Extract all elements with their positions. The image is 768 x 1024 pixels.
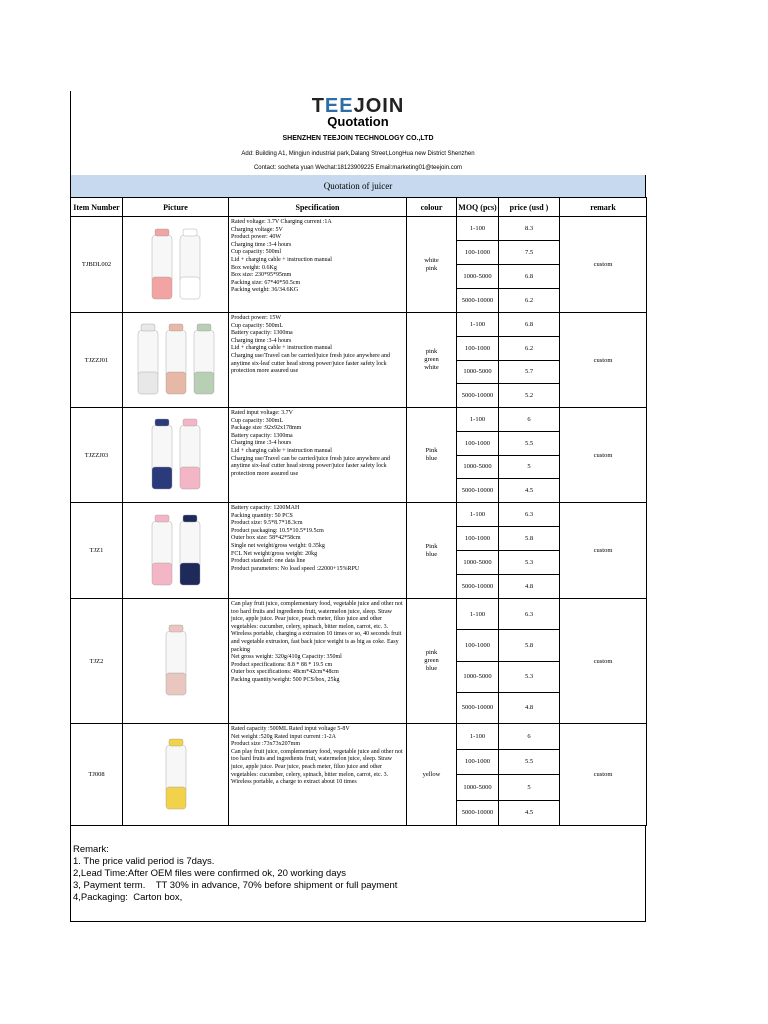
product-remark: custom (560, 408, 647, 503)
col-header-colour: colour (407, 198, 457, 217)
blender-cup (138, 330, 158, 378)
table-row (71, 408, 647, 432)
price-tier: 6.2 (499, 289, 560, 313)
price-tier: 5 (499, 455, 560, 479)
moq-tier: 5000-10000 (457, 289, 499, 313)
price-tier: 4.8 (499, 575, 560, 599)
product-colour: Pink blue (407, 503, 457, 599)
price-tier: 7.5 (499, 241, 560, 265)
item-number: TJZ1 (71, 503, 123, 599)
product-colour: pink green white (407, 313, 457, 408)
price-tier: 6 (499, 724, 560, 750)
product-picture (123, 217, 229, 313)
blender-lid (169, 625, 183, 632)
blender-base (180, 277, 200, 299)
header (70, 91, 646, 175)
blender-cup (194, 330, 214, 378)
moq-tier: 1000-5000 (457, 455, 499, 479)
blender-base (152, 277, 172, 299)
table-row (71, 217, 647, 241)
product-picture (123, 313, 229, 408)
quotation-table (70, 197, 647, 826)
col-header-picture: Picture (123, 198, 229, 217)
moq-tier: 1000-5000 (457, 360, 499, 384)
item-number: TJBDL002 (71, 217, 123, 313)
col-header-remark: remark (560, 198, 647, 217)
product-specification: Rated capacity :500ML Rated input voltage 5-8V Net weight :520g Rated input current :1-2A Product size :73x73x207mm Can play fruit juice, complementary food, vegetable juice and other not too hard fruits and ingredients fruit, watermelon juice, sleep. Straw juice, apple juice. Pear juice, peach meter, filuo juice and other vegetables: cucumber, celery, spinach, bitter melon, carrot, etc. 3. Wireless portable, a charge to extract about 10 times (229, 724, 407, 826)
logo-text: TEEJOIN (311, 95, 405, 117)
blender-base (194, 372, 214, 394)
moq-tier: 1-100 (457, 217, 499, 241)
moq-tier: 1000-5000 (457, 551, 499, 575)
company-name: SHENZHEN TEEJOIN TECHNOLOGY CO.,LTD (282, 135, 434, 142)
blender-cup (166, 745, 186, 793)
price-tier: 5.5 (499, 431, 560, 455)
page-title: Quotation (327, 114, 389, 129)
blender-cup (180, 235, 200, 283)
table-banner: Quotation of juicer (70, 175, 646, 197)
company-address: Add: Building A1, Mingjun industrial park,Dalang Street,LongHua new District Shenzhen (241, 151, 475, 157)
product-remark: custom (560, 599, 647, 724)
moq-tier: 1-100 (457, 599, 499, 630)
product-picture (123, 408, 229, 503)
price-tier: 5.8 (499, 527, 560, 551)
product-remark: custom (560, 503, 647, 599)
item-number: TJ008 (71, 724, 123, 826)
product-colour: pink green blue (407, 599, 457, 724)
moq-tier: 1000-5000 (457, 265, 499, 289)
blender-base (152, 563, 172, 585)
blender-base (180, 467, 200, 489)
product-colour: white pink (407, 217, 457, 313)
blender-lid (197, 324, 211, 331)
item-number: TJZZJ01 (71, 313, 123, 408)
table-header-row (71, 198, 647, 217)
moq-tier: 100-1000 (457, 336, 499, 360)
blender-lid (155, 419, 169, 426)
company-contact: Contact: socheta yuan Wechat:18123909225 Email:marketing01@teejoin.com (253, 165, 463, 171)
moq-tier: 100-1000 (457, 527, 499, 551)
price-tier: 6.2 (499, 336, 560, 360)
product-picture (123, 599, 229, 724)
price-tier: 6.3 (499, 599, 560, 630)
price-tier: 6.8 (499, 313, 560, 337)
blender-lid (183, 419, 197, 426)
col-header-price: price (usd ) (499, 198, 560, 217)
product-specification: Rated voltage: 3.7V Charging current :1A Charging voltage: 5V Product power: 40W Charging time :3-4 hours Cup capacity: 500ml Lid + charging cable + instruction manual Box weight: 0.6Kg Box size: 230*95*95mm Packing size: 67*40*50.5cm Packing weight: 36/34.6KG (229, 217, 407, 313)
price-tier: 5.8 (499, 630, 560, 661)
product-colour: Pink blue (407, 408, 457, 503)
remarks-section (70, 826, 646, 922)
blender-cup (180, 521, 200, 569)
product-remark: custom (560, 313, 647, 408)
portable-blender-icon (124, 411, 228, 497)
table-row (71, 503, 647, 527)
product-remark: custom (560, 217, 647, 313)
blender-lid (169, 324, 183, 331)
moq-tier: 1-100 (457, 503, 499, 527)
moq-tier: 5000-10000 (457, 575, 499, 599)
moq-tier: 1-100 (457, 313, 499, 337)
price-tier: 4.5 (499, 479, 560, 503)
blender-cup (166, 330, 186, 378)
moq-tier: 100-1000 (457, 749, 499, 775)
bottle-blender-icon (124, 221, 228, 307)
blender-lid (155, 229, 169, 236)
blender-base (166, 787, 186, 809)
product-remark: custom (560, 724, 647, 826)
moq-tier: 1000-5000 (457, 661, 499, 692)
cup-blender-icon (124, 316, 228, 402)
blender-lid (183, 515, 197, 522)
blender-lid (155, 515, 169, 522)
blender-base (166, 372, 186, 394)
product-specification: Can play fruit juice, complementary food, vegetable juice and other not too hard fruits and ingredients fruit, watermelon juice, sleep. Straw juice, apple juice. Pear juice, peach meter, filuo juice and other vegetables: cucumber, celery, spinach, bitter melon, carrot, etc. 3. Wireless portable, charging a extrusion 10 times or so, 40 seconds fruit and vegetable extrusion, fast back juice weight is as big as coke. Easy packing Net gross weight: 320g/410g Capacity: 350ml Product specifications: 8.8 * 88 * 19.5 cm Outer box specifications: 48cm*42cm*48cm Packing quantity/weight: 500 PCS/box, 25kg (229, 599, 407, 724)
price-tier: 6.8 (499, 265, 560, 289)
remark-heading: Remark: (73, 844, 109, 855)
moq-tier: 100-1000 (457, 630, 499, 661)
col-header-spec: Specification (229, 198, 407, 217)
moq-tier: 5000-10000 (457, 800, 499, 826)
product-specification: Battery capacity: 1200MAH Packing quantity: 50 PCS Product size: 9.5*8.7*18.3cm Product packaging: 10.5*10.5*19.5cm Outer box size: 58*42*58cm Single net weight/gross weight: 0.35kg FCL Net weight/gross weight: 20kg Product standard: one data line Product parameters: No load speed :22000+15%RPU (229, 503, 407, 599)
blender-base (138, 372, 158, 394)
blender-base (166, 673, 186, 695)
moq-tier: 5000-10000 (457, 479, 499, 503)
quotation-sheet (70, 91, 646, 922)
price-tier: 4.8 (499, 692, 560, 723)
remark-line: 2,Lead Time:After OEM files were confirmed ok, 20 working days (73, 868, 346, 879)
blender-lid (169, 739, 183, 746)
blender-lid (183, 229, 197, 236)
table-row (71, 599, 647, 630)
moq-tier: 1000-5000 (457, 775, 499, 801)
remark-line: 4,Packaging: Carton box, (73, 892, 183, 903)
table-row (71, 724, 647, 750)
moq-tier: 5000-10000 (457, 692, 499, 723)
price-tier: 5.3 (499, 661, 560, 692)
price-tier: 5.3 (499, 551, 560, 575)
col-header-item: Item Number (71, 198, 123, 217)
price-tier: 6.3 (499, 503, 560, 527)
product-colour: yellow (407, 724, 457, 826)
blender-base (180, 563, 200, 585)
moq-tier: 1-100 (457, 724, 499, 750)
portable-blender-icon (124, 507, 228, 593)
table-row (71, 313, 647, 337)
price-tier: 5.7 (499, 360, 560, 384)
blender-cup (152, 235, 172, 283)
blender-cup (180, 425, 200, 473)
blender-base (152, 467, 172, 489)
item-number: TJZZJ03 (71, 408, 123, 503)
bottle-blender-icon (124, 731, 228, 817)
remark-line: 3, Payment term. TT 30% in advance, 70% before shipment or full payment (73, 880, 398, 891)
price-tier: 8.3 (499, 217, 560, 241)
price-tier: 5.5 (499, 749, 560, 775)
product-picture (123, 724, 229, 826)
blender-cup (152, 521, 172, 569)
price-tier: 5.2 (499, 384, 560, 408)
blender-lid (141, 324, 155, 331)
moq-tier: 5000-10000 (457, 384, 499, 408)
blender-cup (152, 425, 172, 473)
moq-tier: 100-1000 (457, 431, 499, 455)
price-tier: 6 (499, 408, 560, 432)
col-header-moq: MOQ (pcs) (457, 198, 499, 217)
item-number: TJZ2 (71, 599, 123, 724)
price-tier: 5 (499, 775, 560, 801)
product-specification: Product power: 15W Cup capacity: 500mL Battery capacity: 1300ma Charging time :3-4 hours Lid + charging cable + instruction manual Charging use/Travel can be carried/juice fresh juice anywhere and anytime six-leaf cutter head strong power/juice faster safety lock protection more assured use (229, 313, 407, 408)
price-tier: 4.5 (499, 800, 560, 826)
moq-tier: 100-1000 (457, 241, 499, 265)
bottle-blender-icon (124, 617, 228, 703)
product-specification: Rated input voltage: 3.7V Cup capacity: 300mL Package size :92x92x178mm Battery capacity: 1300ma Charging time :3-4 hours Lid + charging cable + instruction manual Charging use/Travel can be carried/juice fresh juice anywhere and anytime six-leaf cutter head strong power/juice faster safety lock protection more assured use (229, 408, 407, 503)
remark-line: 1. The price valid period is 7days. (73, 856, 215, 867)
moq-tier: 1-100 (457, 408, 499, 432)
blender-cup (166, 631, 186, 679)
product-picture (123, 503, 229, 599)
